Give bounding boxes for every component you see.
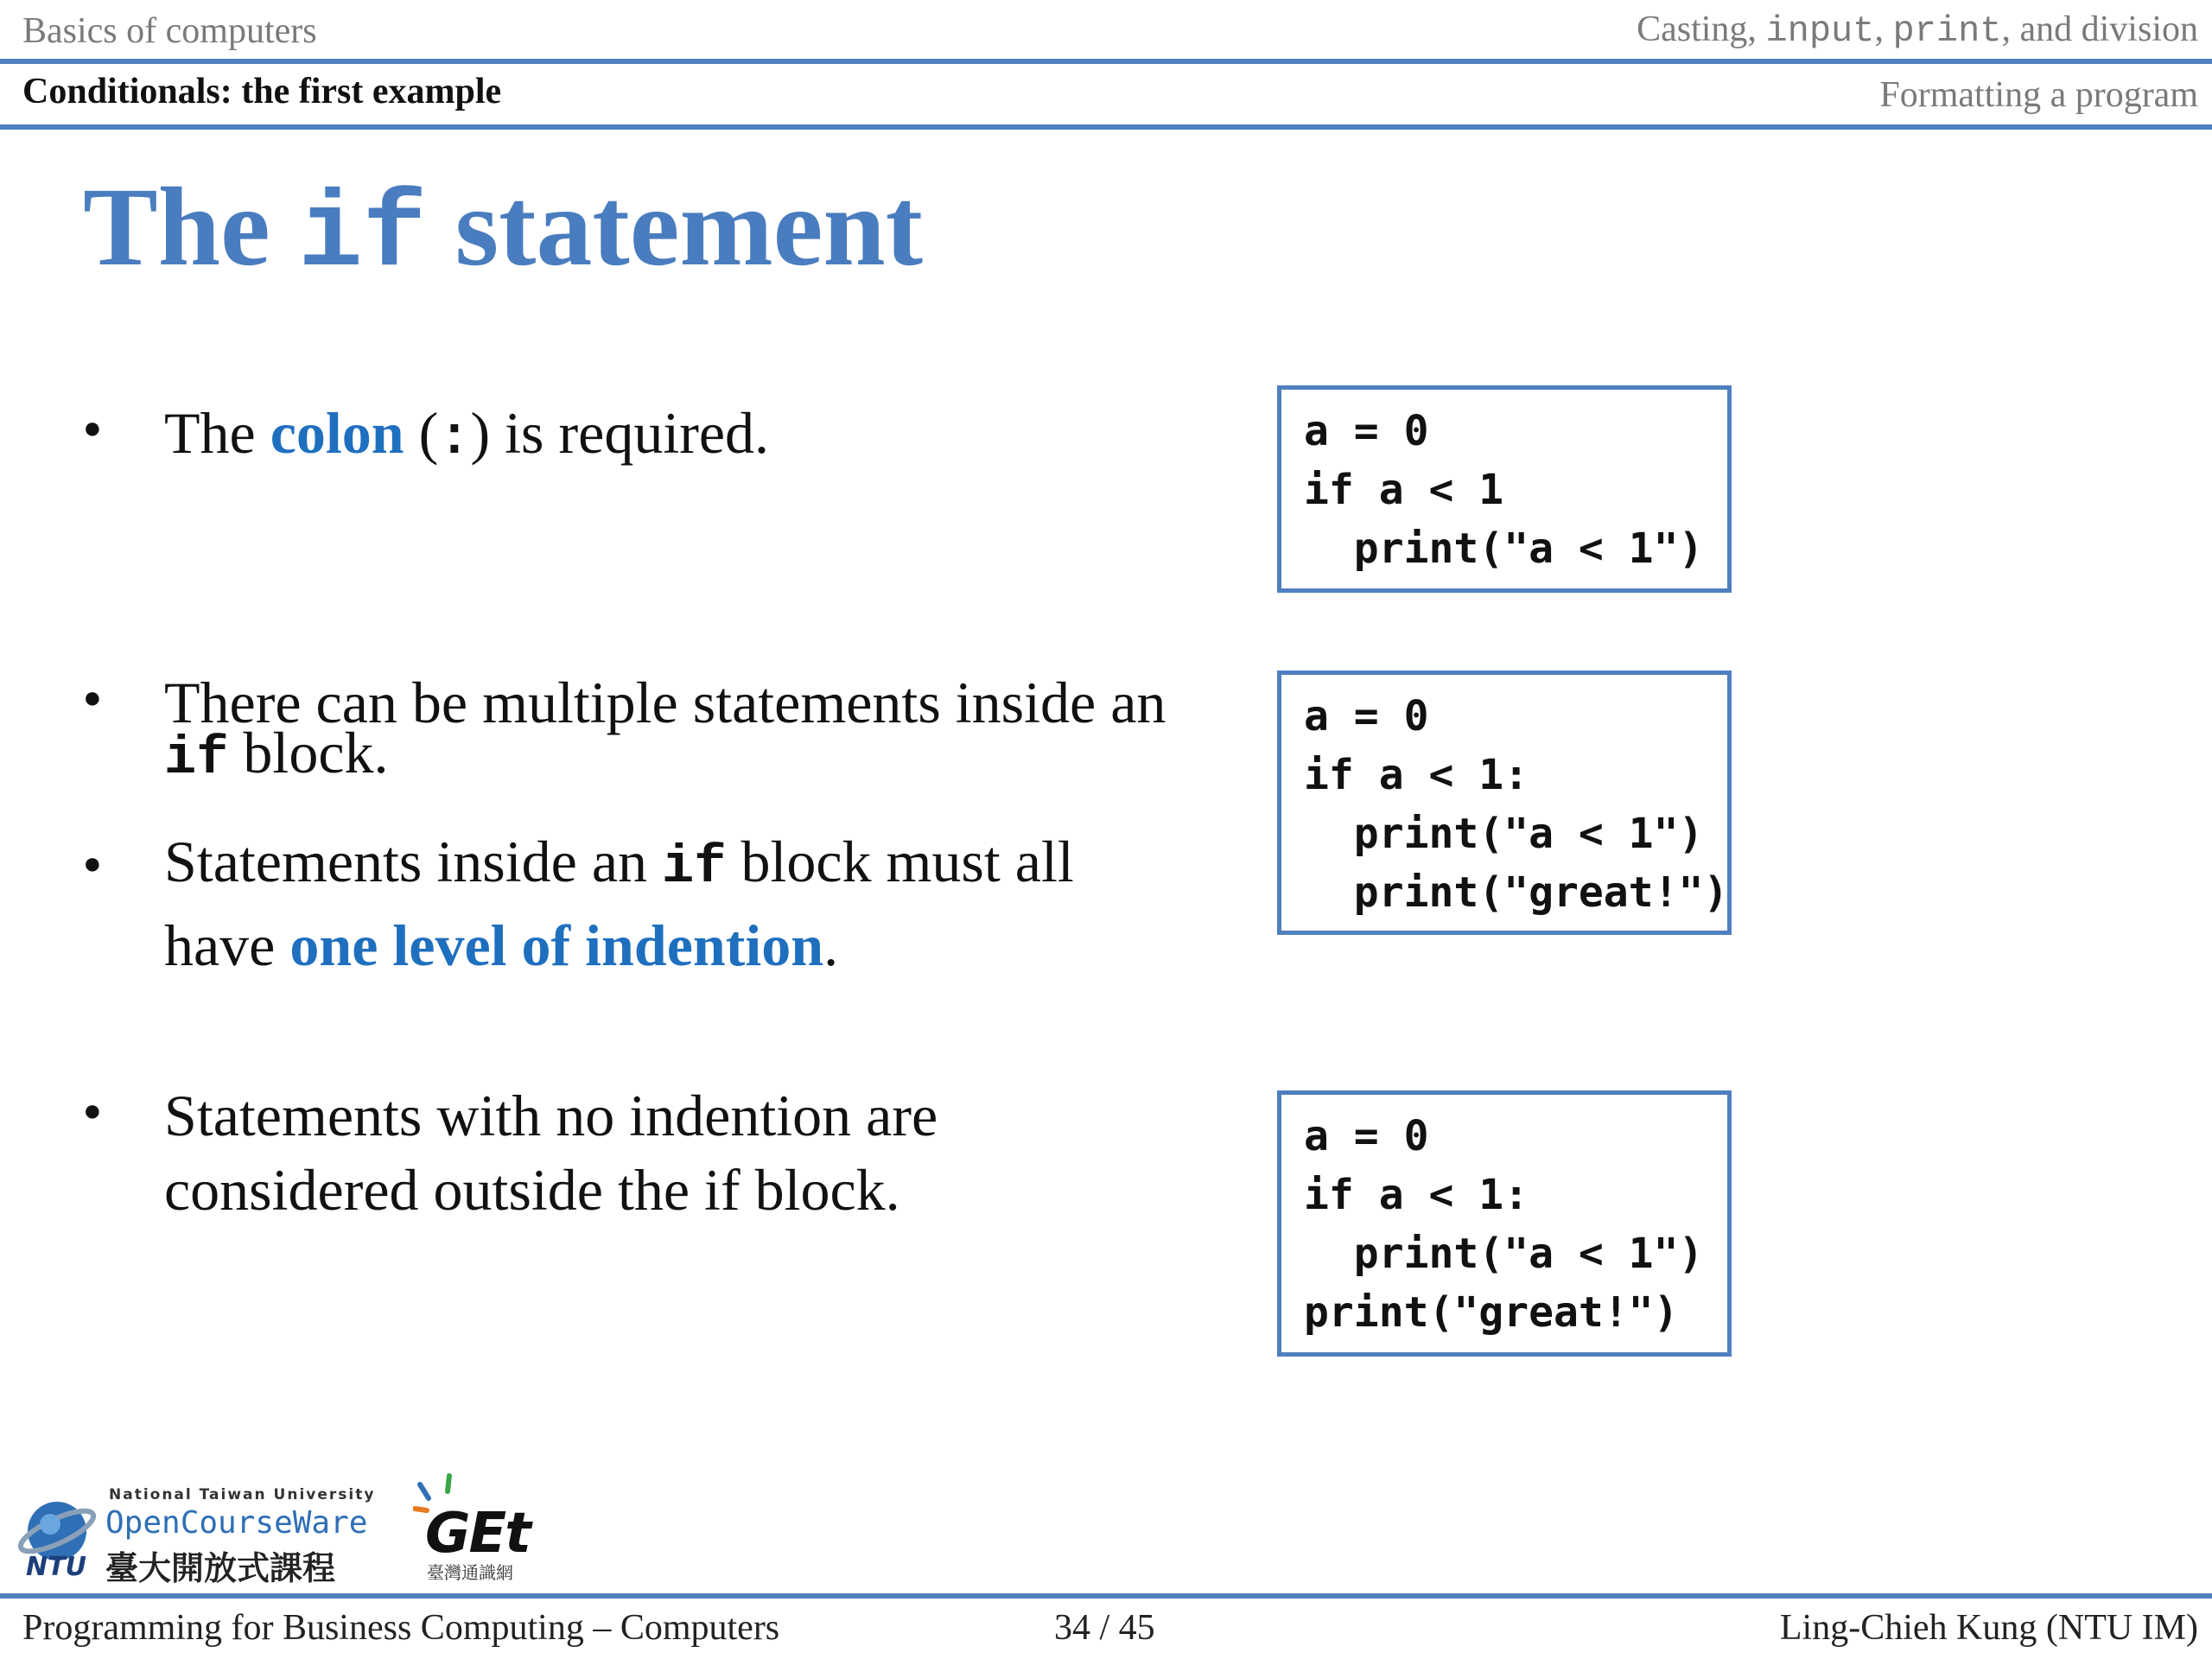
bullet-text-part: block. [228,720,389,785]
code-line: print("a < 1") [1304,1230,1704,1278]
code-line: if a < 1: [1304,1171,1529,1219]
code-line: print("great!") [1304,1288,1679,1337]
ocw-line2: OpenCourseWare [105,1505,368,1541]
bullet-line [164,824,1074,905]
footer-course: Programming for Business Computing – Computers [22,1608,780,1648]
bullet-text-part: have [164,912,290,978]
bullet-text-part: ( [404,400,439,466]
bullet-text-part: . [823,912,839,978]
bullet-text-1 [164,396,769,476]
code-box-1 [1277,385,1732,593]
code-box-2 [1277,671,1732,935]
code-line: print("a < 1") [1304,810,1704,858]
subsection-right: Formatting a program [1879,75,2198,115]
header-section-left: Basics of computers [22,11,317,51]
header-divider-top [0,59,2212,64]
code-line: if a < 1: [1304,751,1529,799]
bullet-dot: ● [83,846,102,880]
code-line: print("a < 1") [1304,524,1704,573]
bullet-text-part: ) is required. [470,400,770,466]
bullet-dot: ● [83,410,102,445]
code-if: if [662,836,727,898]
title-keyword: if [298,176,428,297]
header-right-part: , and division [2001,10,2198,49]
ntu-ocw-logo [16,1483,387,1587]
bullet-line [164,908,1074,982]
code-line: a = 0 [1304,1112,1429,1160]
get-logo [396,1472,543,1585]
header-divider-bottom [0,124,2212,130]
bullet-text-part: block must all [726,829,1074,894]
bullet-dot: ● [83,1093,102,1128]
footer-page-number: 34 / 45 [1054,1608,1155,1648]
slide-title [83,165,924,297]
bullet-text-2 [164,665,1166,796]
bullet-text-3 [164,824,1074,982]
bullet-line: There can be multiple statements inside an [164,670,1166,735]
get-subtitle: 臺灣通識網 [427,1562,513,1583]
code-box-3 [1277,1090,1732,1357]
bullet-text-part: The [164,400,270,466]
footer-divider [0,1593,2212,1599]
code-colon: : [438,408,471,469]
header-right-part: Casting, [1637,10,1766,49]
title-post: statement [427,165,924,289]
highlight-colon: colon [270,400,404,466]
ocw-line3: 臺大開放式課程 [105,1549,336,1587]
get-text: GEt [425,1502,530,1566]
bullet-line: considered outside the if block. [164,1157,900,1223]
ocw-ntu-label: NTU [26,1552,86,1582]
ocw-line1: National Taiwan University [109,1486,376,1503]
code-line: if a < 1 [1304,466,1504,514]
bullet-dot: ● [83,680,102,715]
code-line: print("great!") [1304,868,1729,917]
code-line: a = 0 [1304,692,1429,741]
title-pre: The [83,165,299,289]
highlight-indention: one level of indention [289,912,824,978]
bullet-line: Statements with no indention are [164,1083,938,1148]
code-line: a = 0 [1304,407,1429,455]
subsection-title: Conditionals: the first example [22,72,502,111]
bullet-text-part: Statements inside an [164,829,663,894]
footer-author: Ling-Chieh Kung (NTU IM) [1779,1608,2198,1648]
header-right-code: input [1765,10,1875,52]
header-section-right [1637,9,2198,52]
header-right-part: , [1874,10,1893,49]
bullet-text-4 [164,1078,938,1227]
code-if: if [164,728,229,789]
header-right-code: print [1892,10,2002,52]
